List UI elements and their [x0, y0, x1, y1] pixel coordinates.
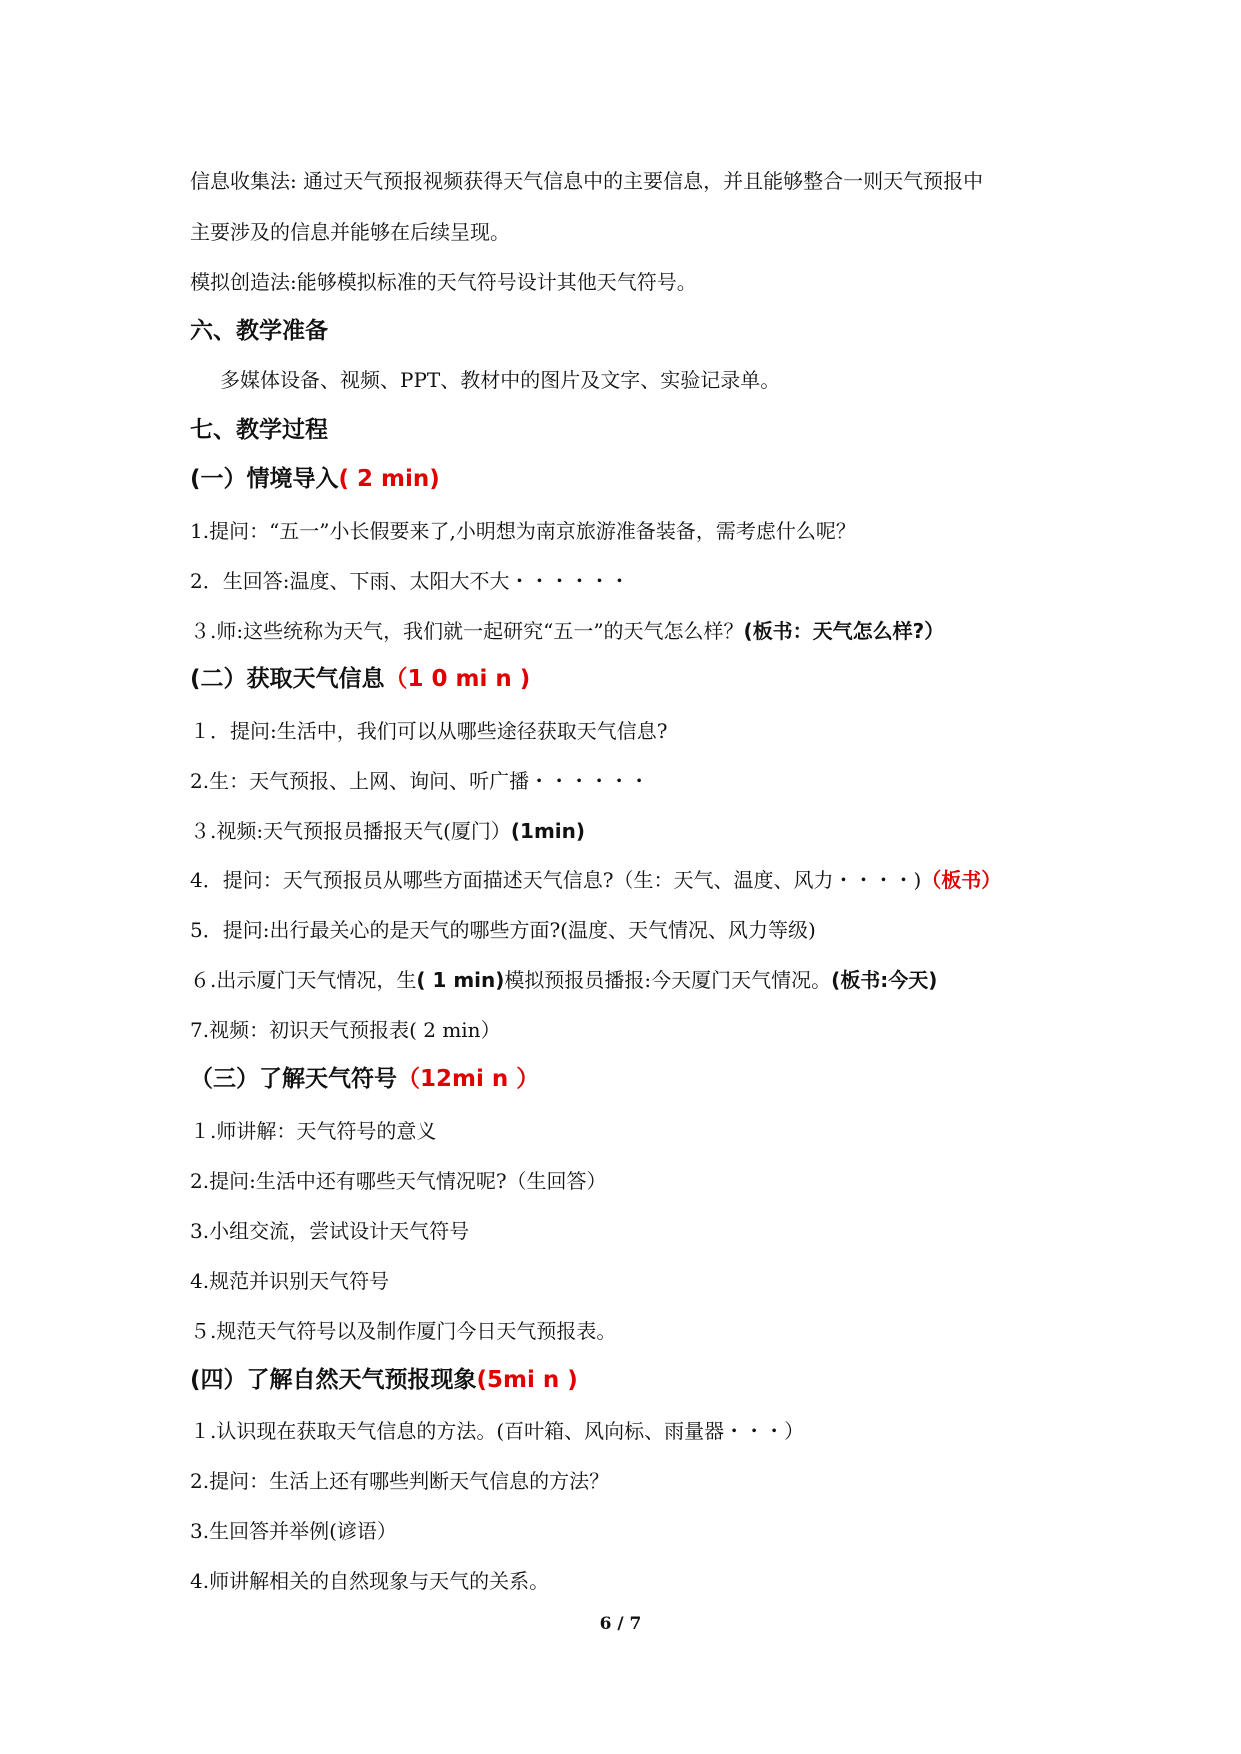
section-1-title	[190, 464, 440, 494]
s4-item-3: 3.生回答并举例(谚语）	[190, 1519, 397, 1543]
section-4-time: (5mi n )	[476, 1367, 578, 1393]
heading-preparation: 六、教学准备	[190, 318, 328, 344]
s4-item-4: 4.师讲解相关的自然现象与天气的关系。	[190, 1569, 550, 1593]
s4-item-2: 2.提问：生活上还有哪些判断天气信息的方法？	[190, 1469, 610, 1493]
section-2-time: （1 0 mi n )	[384, 666, 531, 692]
s2-item-6	[190, 967, 937, 993]
section-3-time: （12mi n ）	[397, 1066, 540, 1092]
s1-item-3-board: (板书：天气怎么样?）	[743, 619, 945, 643]
s2-item-3-text: ３.视频:天气预报员播报天气(厦门）	[190, 819, 511, 843]
s2-item-2: 2.生：天气预报、上网、询问、听广播・・・・・・	[190, 769, 650, 793]
s2-item-4-text: 4．提问：天气预报员从哪些方面描述天气信息?（生：天气、温度、风力・・・・)	[190, 868, 922, 892]
paragraph-info-collection: 信息收集法: 通过天气预报视频获得天气信息中的主要信息，并且能够整合一则天气预报中	[190, 169, 984, 193]
paragraph-preparation: 多媒体设备、视频、PPT、教材中的图片及文字、实验记录单。	[220, 368, 781, 392]
s2-item-5: 5．提问:出行最关心的是天气的哪些方面?(温度、天气情况、风力等级)	[190, 918, 816, 942]
s2-item-6-time: ( 1 min)	[416, 968, 505, 992]
section-3-title	[190, 1064, 539, 1094]
s2-item-3-time: (1min)	[510, 819, 586, 843]
s2-item-4-board: （板书）	[921, 868, 1002, 892]
paragraph-simulation: 模拟创造法:能够模拟标准的天气符号设计其他天气符号。	[190, 270, 697, 294]
s3-item-2: 2.提问:生活中还有哪些天气情况呢?（生回答）	[190, 1169, 607, 1193]
section-2-title-text: (二）获取天气信息	[190, 666, 385, 692]
s2-item-3	[190, 818, 585, 844]
s3-item-4: 4.规范并识别天气符号	[190, 1269, 390, 1293]
section-3-title-text: （三）了解天气符号	[190, 1066, 397, 1092]
s3-item-3: 3.小组交流，尝试设计天气符号	[190, 1219, 470, 1243]
section-1-title-text: (一）情境导入	[190, 466, 339, 492]
s2-item-7: 7.视频：初识天气预报表( 2 min）	[190, 1018, 501, 1042]
s3-item-1: １.师讲解：天气符号的意义	[190, 1119, 437, 1143]
s2-item-4	[190, 867, 1001, 893]
section-4-title-text: (四）了解自然天气预报现象	[190, 1367, 477, 1393]
s2-item-6-text: ６.出示厦门天气情况，生	[190, 968, 417, 992]
section-1-time: ( 2 min)	[338, 466, 440, 492]
paragraph-info-collection-cont: 主要涉及的信息并能够在后续呈现。	[190, 220, 510, 244]
s3-item-5: ５.规范天气符号以及制作厦门今日天气预报表。	[190, 1319, 617, 1343]
s1-item-3-text: ３.师:这些统称为天气，我们就一起研究“五一”的天气怎么样？	[190, 619, 744, 643]
s2-item-6-board: (板书:今天)	[831, 968, 938, 992]
s1-item-3	[190, 618, 944, 644]
s2-item-6-text-2: 模拟预报员播报:今天厦门天气情况。	[504, 968, 832, 992]
s1-item-2: 2．生回答:温度、下雨、太阳大不大・・・・・・	[190, 569, 630, 593]
page-number: 6 / 7	[599, 1614, 642, 1634]
s2-item-1: １．提问:生活中，我们可以从哪些途径获取天气信息?	[190, 719, 668, 743]
s1-item-1: 1.提问：“五一”小长假要来了,小明想为南京旅游准备装备，需考虑什么呢？	[190, 519, 856, 543]
section-2-title	[190, 664, 530, 694]
s4-item-1: １.认识现在获取天气信息的方法。(百叶箱、风向标、雨量器・・・）	[190, 1419, 805, 1443]
section-4-title	[190, 1365, 578, 1395]
heading-process: 七、教学过程	[190, 417, 328, 443]
